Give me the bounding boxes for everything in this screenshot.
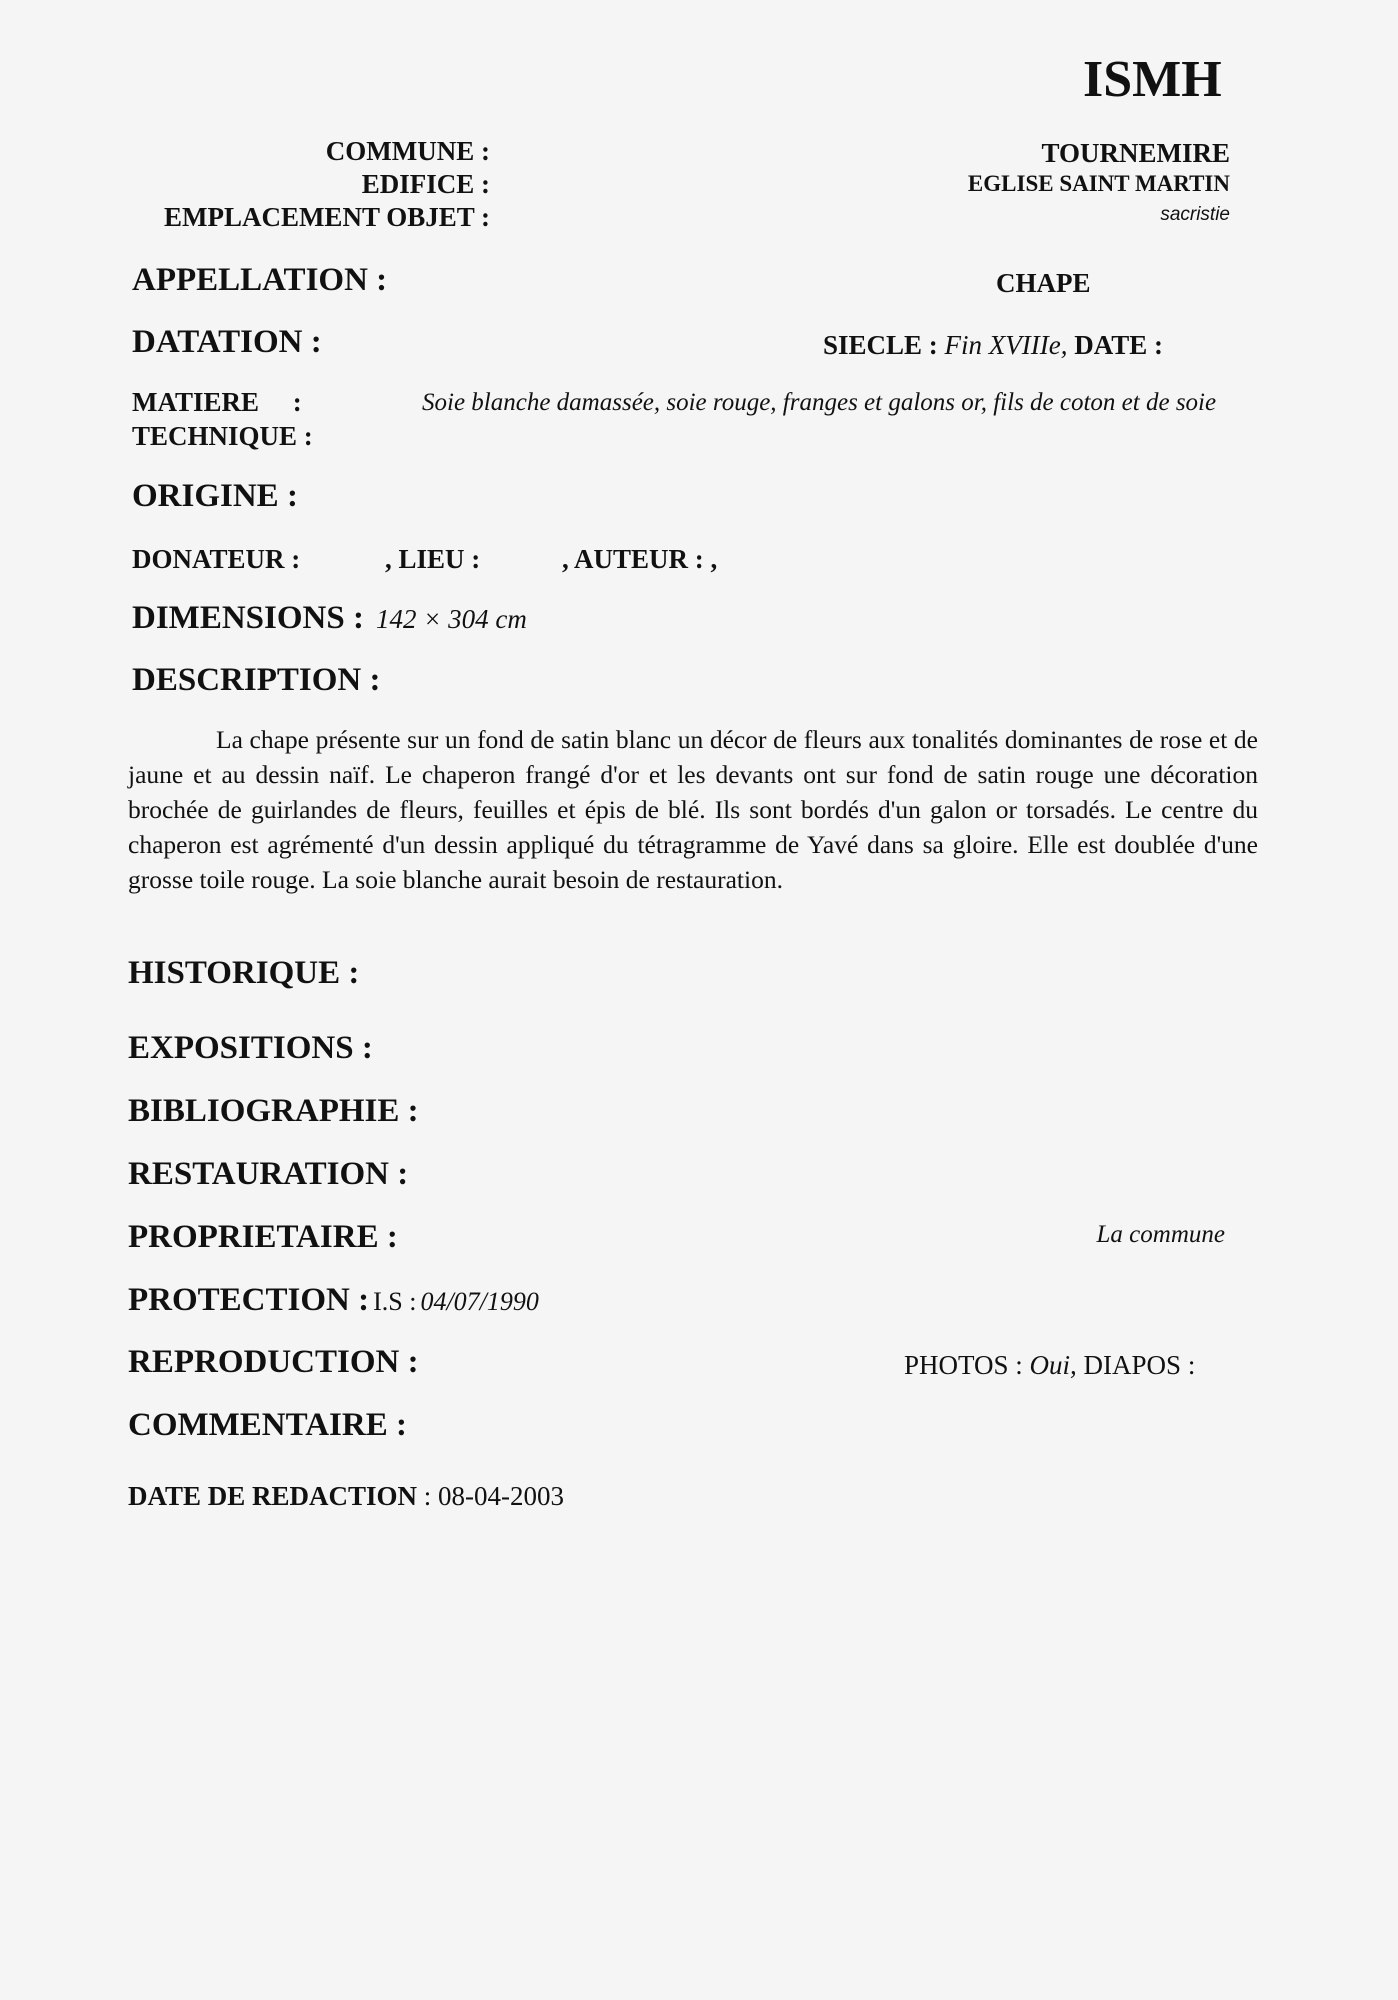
origine-label: ORIGINE : [132,478,298,514]
historique-label: HISTORIQUE : [128,955,360,991]
siecle-value: Fin XVIIIe, [944,330,1068,360]
diapos-label: DIAPOS : [1083,1350,1196,1380]
date-redaction-value: : 08-04-2003 [423,1481,565,1511]
appellation-value: CHAPE [996,268,1091,298]
protection-line [128,1282,539,1319]
description-text: La chape présente sur un fond de satin blanc un décor de fleurs aux tonalités dominantes de rose et de jaune et au dessin naïf. Le chaperon frangé d'or et les devants ont sur fond de satin rouge une décoration brochée de guirlandes de fleurs, feuilles et épis de blé. Ils sont bordés d'un galon or torsadés. Le centre du chaperon est agrémenté d'un dessin appliqué du tétragramme de Yavé dans sa gloire. Elle est doublée d'une grosse toile rouge. La soie blanche aurait besoin de restauration. [128,725,1258,894]
restauration-label: RESTAURATION : [128,1156,409,1192]
dimensions-label: DIMENSIONS : [132,600,364,636]
donateur-label: DONATEUR : [132,544,301,574]
commune-label: COMMUNE : [325,136,490,166]
edifice-label: EDIFICE : [361,169,490,199]
date-label: DATE : [1074,330,1163,360]
auteur-label: , AUTEUR : , [562,544,718,574]
emplacement-label: EMPLACEMENT OBJET : [163,202,490,232]
siecle-line [823,330,1163,361]
protection-label: PROTECTION : [128,1282,370,1318]
document-code: ISMH [1083,51,1222,108]
commune-value: TOURNEMIRE [1041,138,1230,168]
protection-date: 04/07/1990 [420,1287,539,1316]
bibliographie-label: BIBLIOGRAPHIE : [128,1093,419,1129]
technique-label: TECHNIQUE : [132,421,313,451]
datation-label: DATATION : [132,324,322,360]
photos-line [904,1350,1195,1381]
date-redaction-line [128,1481,564,1512]
date-redaction-label: DATE DE REDACTION [128,1481,418,1511]
photos-label: PHOTOS : [904,1350,1023,1380]
proprietaire-label: PROPRIETAIRE : [128,1219,398,1255]
lieu-label: , LIEU : [385,544,481,574]
matiere-label: MATIERE : [132,387,302,417]
description-label: DESCRIPTION : [132,662,381,698]
proprietaire-value: La commune [1096,1221,1225,1248]
dimensions-value: 142 × 304 cm [375,604,527,634]
edifice-value: EGLISE SAINT MARTIN [967,171,1230,196]
dimensions-line [132,600,527,637]
emplacement-value: sacristie [1160,204,1230,225]
matiere-value: Soie blanche damassée, soie rouge, franges et galons or, fils de coton et de soie [422,389,1217,416]
reproduction-label: REPRODUCTION : [128,1344,419,1380]
siecle-label: SIECLE : [823,330,938,360]
protection-type: I.S : [373,1287,417,1316]
appellation-label: APPELLATION : [132,262,388,298]
expositions-label: EXPOSITIONS : [128,1030,373,1066]
photos-value: Oui, [1029,1350,1077,1380]
commentaire-label: COMMENTAIRE : [128,1407,407,1443]
